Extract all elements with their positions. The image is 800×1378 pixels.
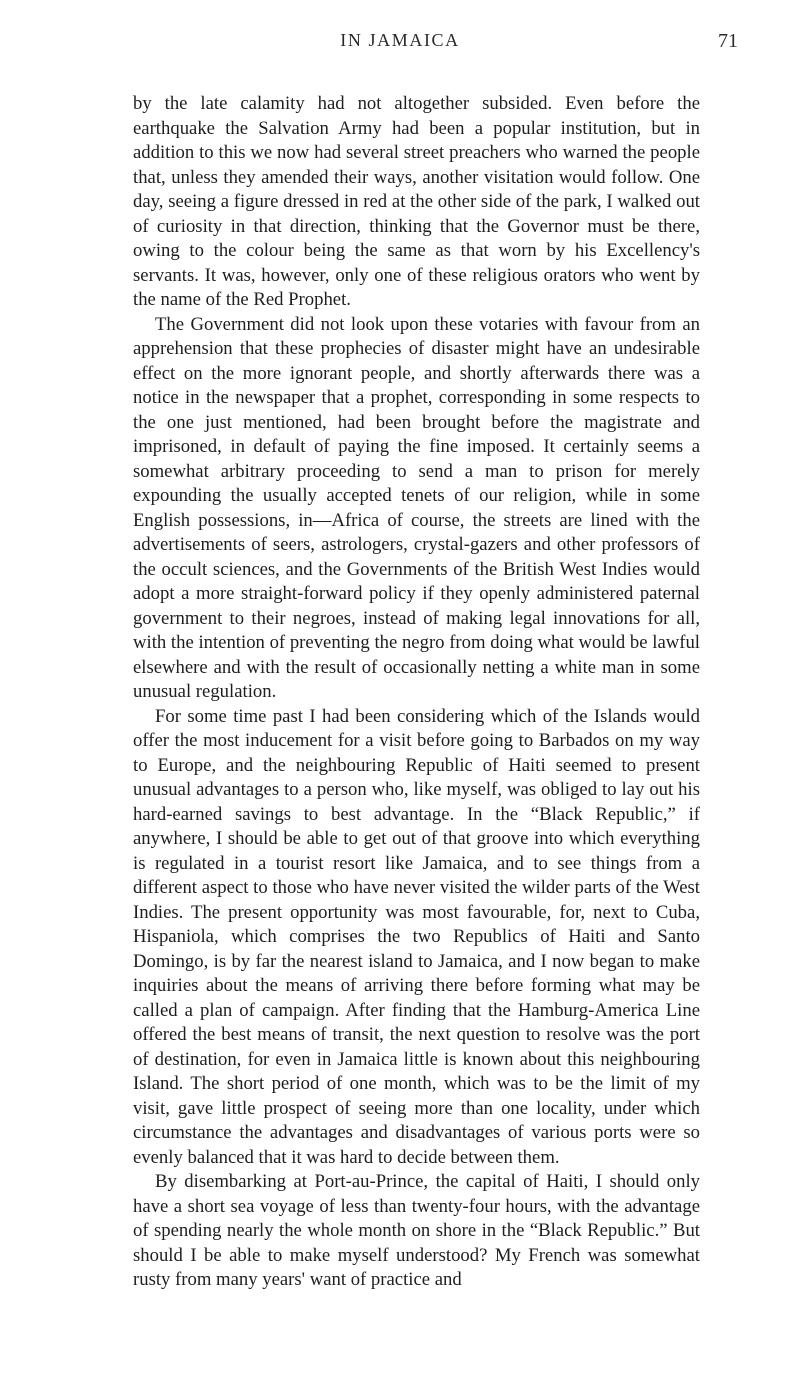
paragraph-3: For some time past I had been considering which of the Islands would offer the most inducement for a visit before going to Barbados on my way to Europe, and the neighbouring Republic of Haiti seemed to present unusual advantages to a person who, like myself, was obliged to lay out his hard-earned savings to best advantage. In the “Black Republic,” if anywhere, I should be able to get out of that groove into which everything is regulated in a tourist resort like Jamaica, and to see things from a different aspect to those who have never visited the wilder parts of the West Indies. The present opportunity was most favourable, for, next to Cuba, Hispaniola, which comprises the two Republics of Haiti and Santo Domingo, is by far the nearest island to Jamaica, and I now began to make inquiries about the means of arriving there before forming what may be called a plan of campaign. After finding that the Hamburg-America Line offered the best means of transit, the next question to resolve was the port of destination, for even in Jamaica little is known about this neighbouring Island. The short period of one month, which was to be the limit of my visit, gave little prospect of seeing more than one locality, under which circumstance the advantages and disadvantages of various ports were so evenly balanced that it was hard to decide between them.	[133, 705, 700, 1168]
paragraph-4: By disembarking at Port-au-Prince, the capital of Haiti, I should only have a short sea voyage of less than twenty-four hours, with the advantage of spending nearly the whole month on shore in the “Black Republic.” But should I be able to make myself understood? My French was somewhat rusty from many years' want of practice and	[133, 1171, 700, 1290]
page-number: 71	[718, 30, 738, 52]
body-text	[133, 92, 700, 1293]
paragraph-2: The Government did not look upon these votaries with favour from an apprehension that these prophecies of disaster might have an undesirable effect on the more ignorant people, and shortly afterwards there was a notice in the newspaper that a prophet, corresponding in some respects to the one just mentioned, had been brought before the magistrate and imprisoned, in default of paying the fine imposed. It certainly seems a somewhat arbitrary proceeding to send a man to prison for merely expounding the usually accepted tenets of our religion, while in some English possessions, in—Africa of course, the streets are lined with the advertisements of seers, astrologers, crystal-gazers and other professors of the occult sciences, and the Governments of the British West Indies would adopt a more straight-forward policy if they openly administered paternal government to their negroes, instead of making legal innovations for all, with the intention of preventing the negro from doing what would be lawful elsewhere and with the result of occasionally netting a white man in some unusual regulation.	[133, 313, 700, 702]
running-title: IN JAMAICA	[340, 30, 460, 50]
paragraph-1: by the late calamity had not altogether subsided. Even before the earthquake the Salvation Army had been a popular institution, but in addition to this we now had several street preachers who warned the people that, unless they amended their ways, another visitation would follow. One day, seeing a figure dressed in red at the other side of the park, I walked out of curiosity in that direction, thinking that the Governor must be there, owing to the colour being the same as that worn by his Excellency's servants. It was, however, only one of these religious orators who went by the name of the Red Prophet.	[133, 93, 700, 310]
